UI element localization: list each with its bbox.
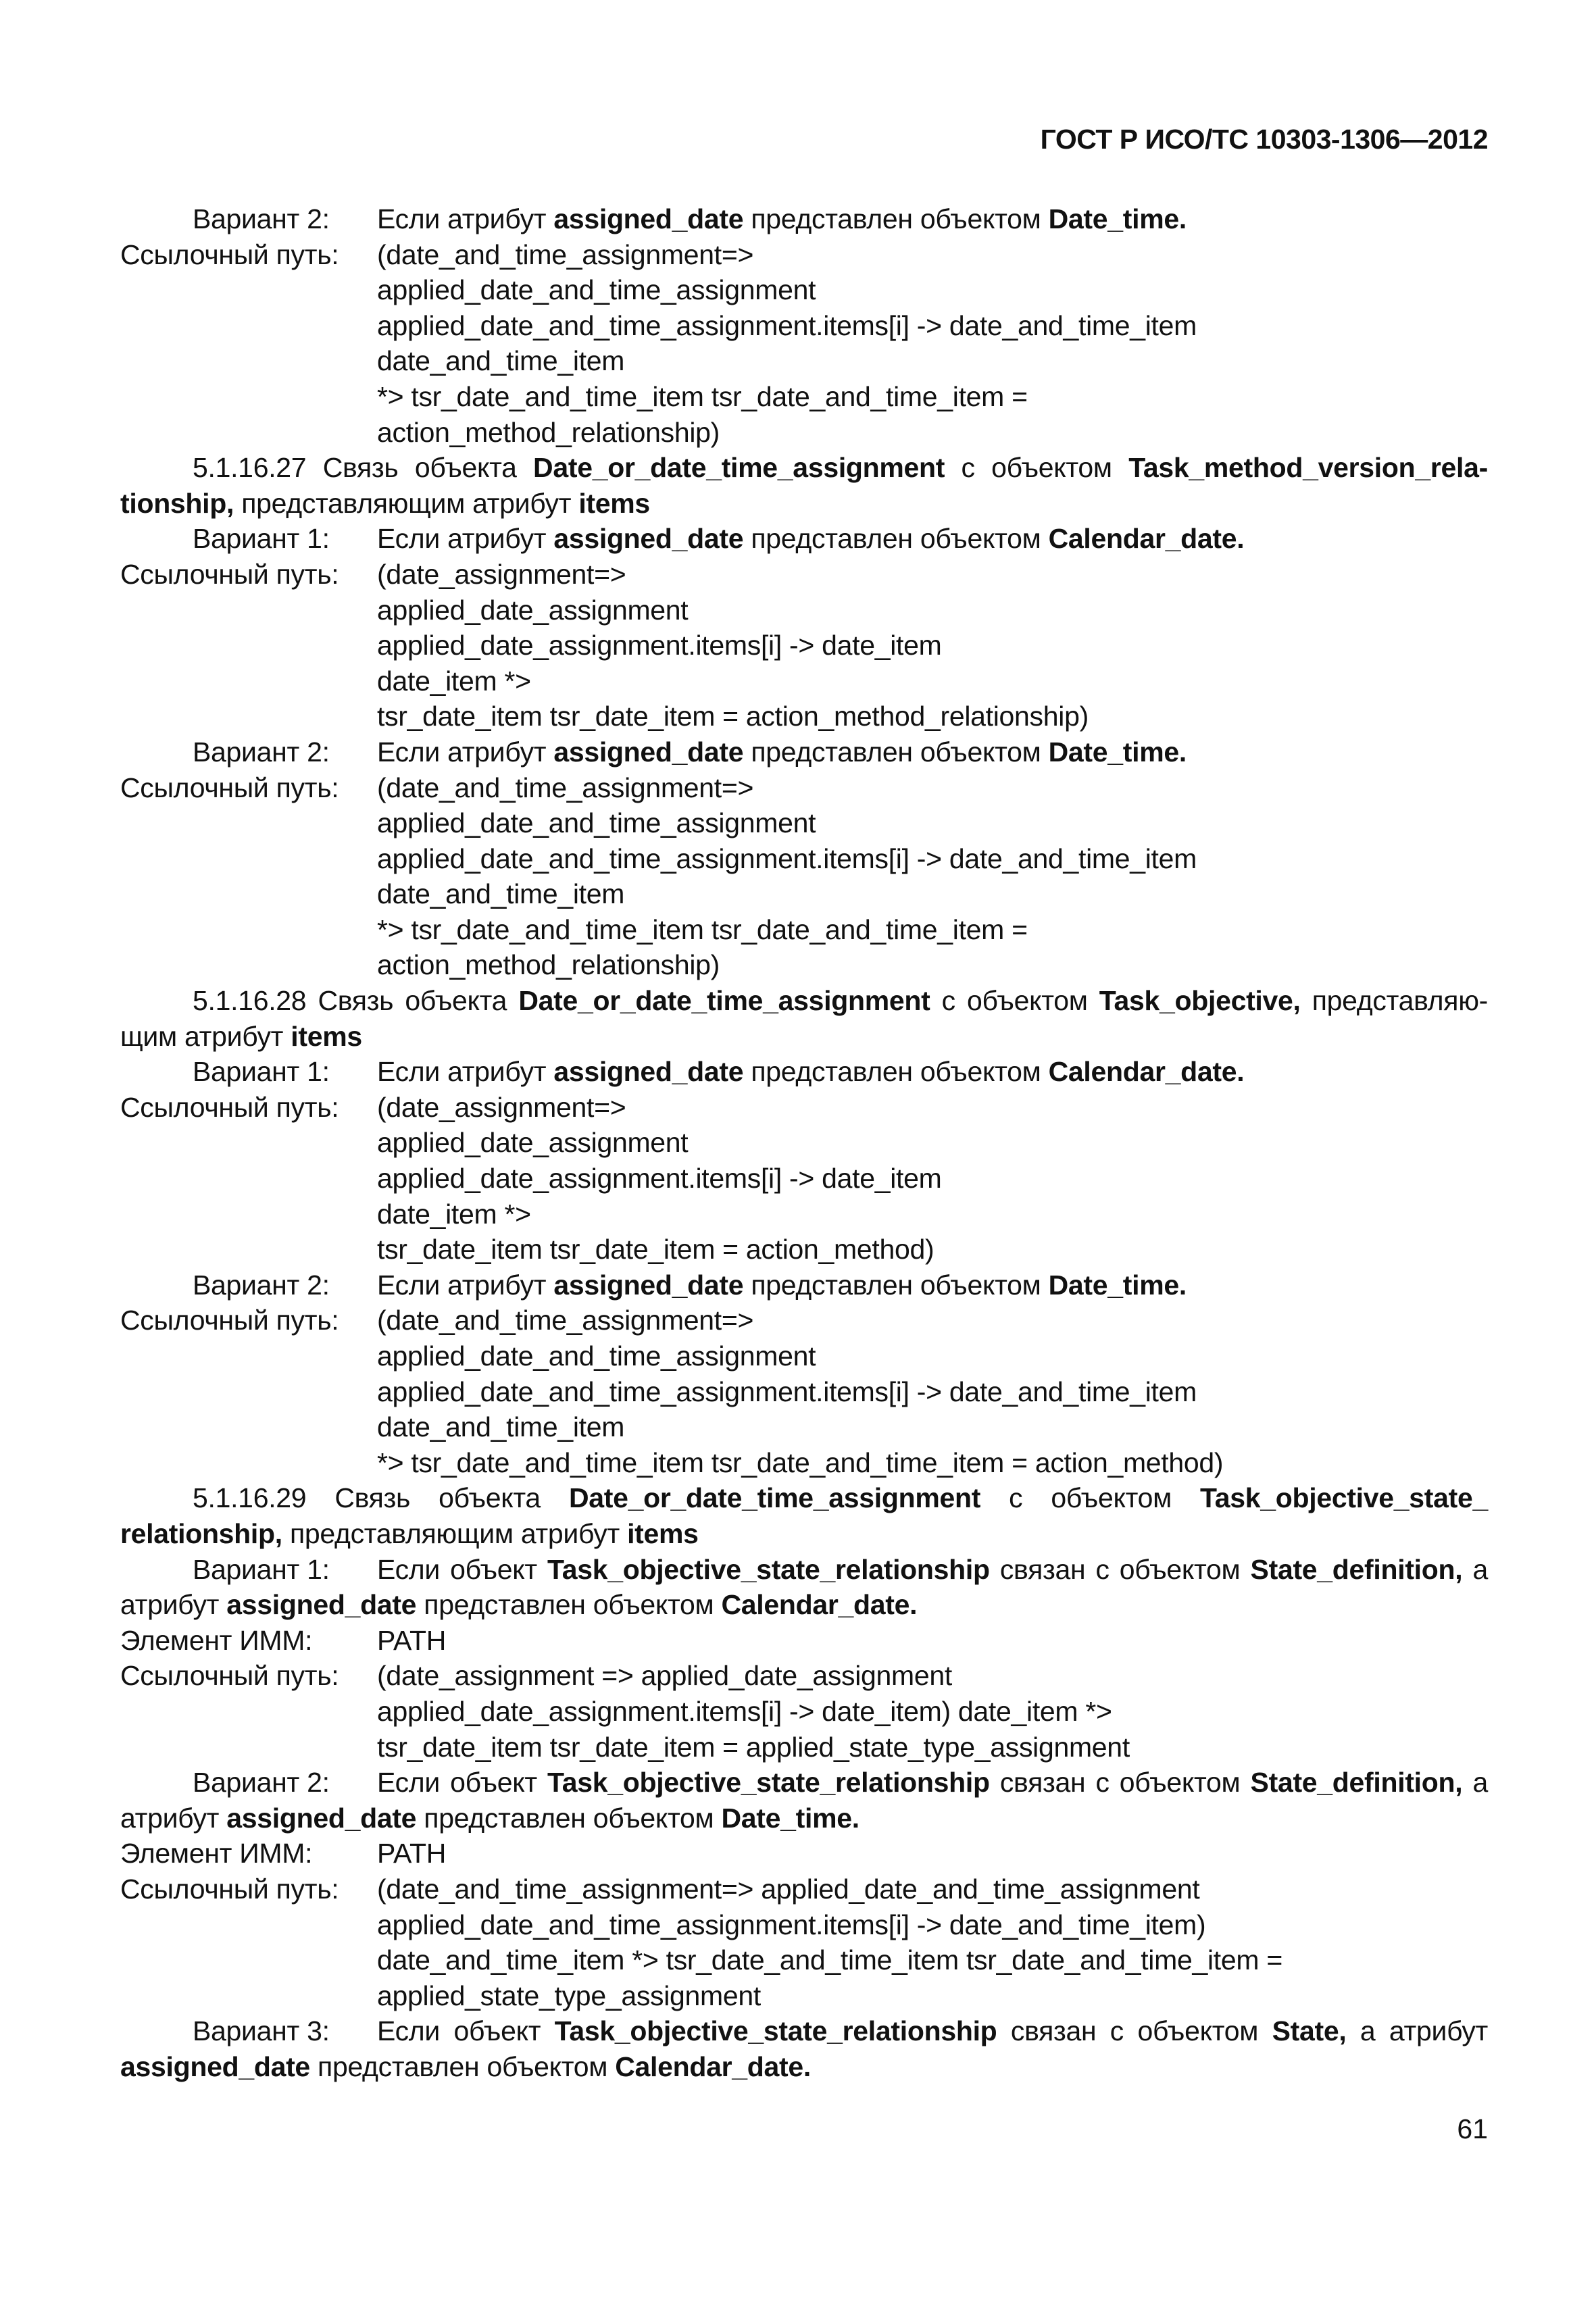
- path-line: tsr_date_item tsr_date_item = applied_state_type_assignment: [377, 1731, 1130, 1763]
- path-line: tsr_date_item tsr_date_item = action_method_relationship): [377, 701, 1089, 732]
- ref-path-row: Ссылочный путь: (date_assignment=>: [120, 1091, 626, 1123]
- page-number: 61: [1457, 2113, 1488, 2144]
- section-heading-28-cont: щим атрибут items: [120, 1020, 362, 1052]
- path-line: *> tsr_date_and_time_item tsr_date_and_time_item =: [377, 380, 1028, 412]
- path-line: applied_date_and_time_assignment.items[i] -> date_and_time_item: [377, 1376, 1197, 1407]
- variant-row: Вариант 2: Если атрибут assigned_date представлен объектом Date_time.: [193, 1269, 1187, 1301]
- path-line: applied_state_type_assignment: [377, 1980, 761, 2011]
- path-line: applied_date_and_time_assignment: [377, 807, 816, 839]
- variant-row: Вариант 2: Если атрибут assigned_date представлен объектом Date_time.: [193, 736, 1187, 768]
- imm-row: Элемент ИММ: PATH: [120, 1838, 447, 1869]
- variant-row: Вариант 2: Если объект Task_objective_state_relationship связан с объектом State_definition, а: [193, 1767, 1488, 1799]
- path-line: applied_date_and_time_assignment.items[i] -> date_and_time_item: [377, 842, 1197, 874]
- path-line: date_and_time_item: [377, 1411, 625, 1443]
- path-line: applied_date_and_time_assignment: [377, 274, 816, 306]
- document-body: [120, 201, 1488, 2084]
- variant-cont: атрибут assigned_date представлен объектом Date_time.: [120, 1802, 859, 1834]
- section-heading-29: 5.1.16.29 Связь объекта Date_or_date_time_assignment с объектом Task_objective_state_: [193, 1482, 1488, 1514]
- section-heading-27-cont: tionship, представляющим атрибут items: [120, 487, 650, 519]
- path-line: applied_date_assignment.items[i] -> date_item) date_item *>: [377, 1695, 1112, 1727]
- path-line: applied_date_assignment.items[i] -> date_item: [377, 630, 942, 661]
- path-line: action_method_relationship): [377, 949, 720, 981]
- path-line: *> tsr_date_and_time_item tsr_date_and_time_item = action_method): [377, 1447, 1224, 1478]
- variant-row: Вариант 1: Если объект Task_objective_state_relationship связан с объектом State_definition, а: [193, 1553, 1488, 1585]
- variant-row: Вариант 1: Если атрибут assigned_date представлен объектом Calendar_date.: [193, 523, 1245, 555]
- ref-path-row: Ссылочный путь: (date_and_time_assignment=> applied_date_and_time_assignment: [120, 1873, 1200, 1905]
- path-line: date_and_time_item: [377, 345, 625, 377]
- path-line: *> tsr_date_and_time_item tsr_date_and_time_item =: [377, 913, 1028, 945]
- ref-path-row: Ссылочный путь: (date_and_time_assignment=>: [120, 772, 754, 803]
- path-line: applied_date_and_time_assignment: [377, 1340, 816, 1372]
- path-line: applied_date_and_time_assignment.items[i] -> date_and_time_item): [377, 1909, 1206, 1940]
- ref-path-row: Ссылочный путь: (date_assignment=>: [120, 558, 626, 590]
- ref-path-row: Ссылочный путь: (date_and_time_assignment=>: [120, 238, 754, 270]
- path-line: applied_date_assignment.items[i] -> date_item: [377, 1163, 942, 1194]
- section-heading-27: 5.1.16.27 Связь объекта Date_or_date_time_assignment с объектом Task_method_version_rela-: [193, 452, 1488, 484]
- path-line: date_item *>: [377, 1198, 531, 1230]
- path-line: action_method_relationship): [377, 416, 720, 448]
- variant-row: Вариант 3: Если объект Task_objective_state_relationship связан с объектом State, а атрибут: [193, 2015, 1489, 2047]
- path-line: applied_date_and_time_assignment.items[i] -> date_and_time_item: [377, 309, 1197, 341]
- path-line: tsr_date_item tsr_date_item = action_method): [377, 1234, 934, 1265]
- document-header: ГОСТ Р ИСО/ТС 10303-1306—2012: [1040, 124, 1488, 155]
- path-line: date_and_time_item: [377, 878, 625, 910]
- path-line: applied_date_assignment: [377, 594, 689, 626]
- variant-row: Вариант 2: Если атрибут assigned_date представлен объектом Date_time.: [193, 203, 1187, 234]
- variant-cont: assigned_date представлен объектом Calendar_date.: [120, 2051, 811, 2082]
- path-line: date_item *>: [377, 665, 531, 697]
- variant-row: Вариант 1: Если атрибут assigned_date представлен объектом Calendar_date.: [193, 1056, 1245, 1088]
- section-heading-28: 5.1.16.28 Связь объекта Date_or_date_time_assignment с объектом Task_objective, представляю-: [193, 985, 1488, 1017]
- ref-path-row: Ссылочный путь: (date_assignment => applied_date_assignment: [120, 1660, 952, 1692]
- variant-cont: атрибут assigned_date представлен объектом Calendar_date.: [120, 1589, 918, 1621]
- imm-row: Элемент ИММ: PATH: [120, 1624, 447, 1656]
- ref-path-row: Ссылочный путь: (date_and_time_assignment=>: [120, 1305, 754, 1336]
- path-line: date_and_time_item *> tsr_date_and_time_item tsr_date_and_time_item =: [377, 1944, 1282, 1976]
- section-heading-29-cont: relationship, представляющим атрибут items: [120, 1517, 699, 1549]
- path-line: applied_date_assignment: [377, 1127, 689, 1159]
